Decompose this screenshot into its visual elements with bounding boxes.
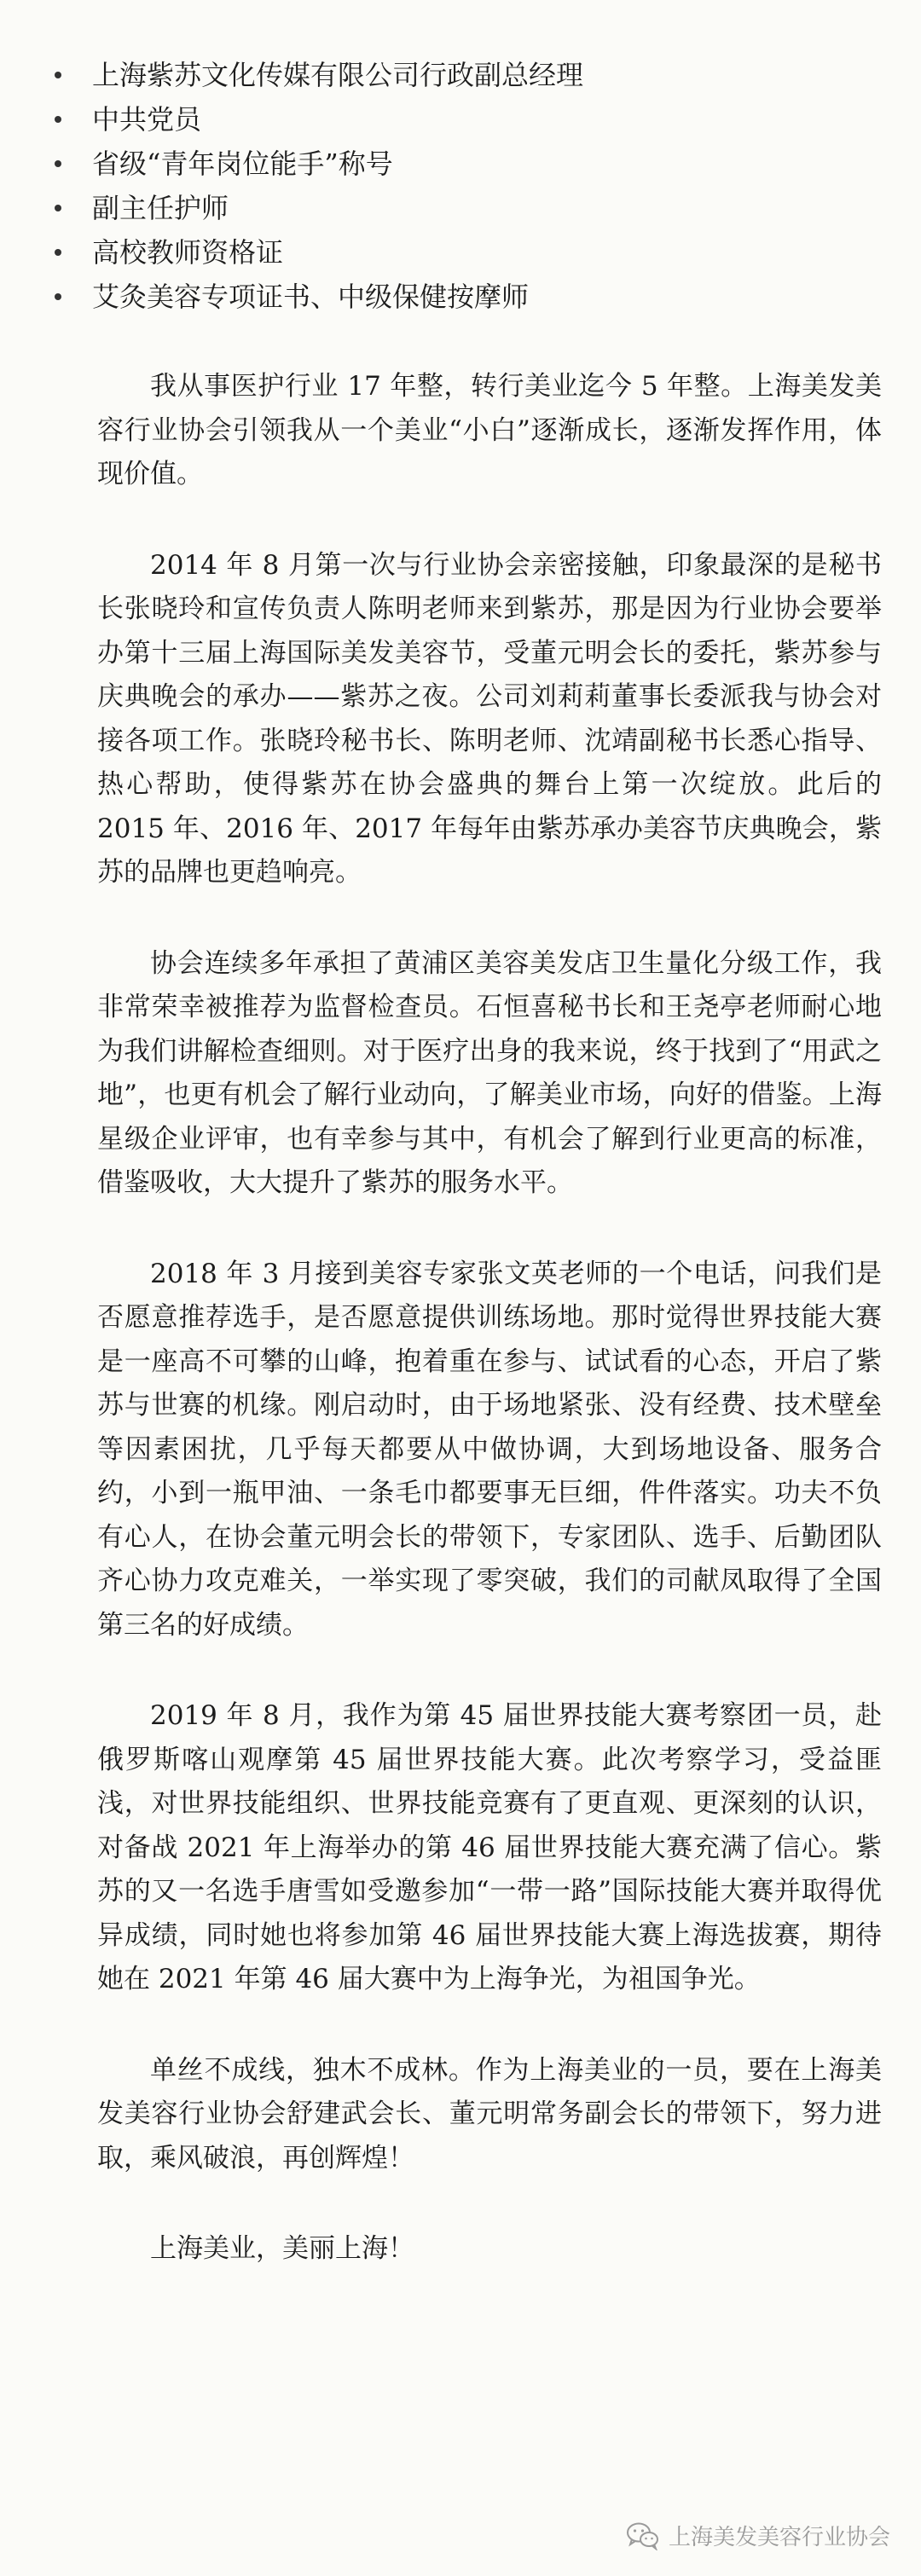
wechat-icon (626, 2521, 660, 2550)
paragraph-inspection: 协会连续多年承担了黄浦区美容美发店卫生量化分级工作，我非常荣幸被推荐为监督检查员。石恒喜秘书长和王尧亭老师耐心地为我们讲解检查细则。对于医疗出身的我来说，终于找到了“用武之地”，也更有机会了解行业动向，了解美业市场，向好的借鉴。上海星级企业评审，也有幸参与其中，有机会了解到行业更高的标准，借鉴吸收，大大提升了紫苏的服务水平。 (97, 947, 882, 1198)
bullet-dot-icon (55, 116, 61, 123)
credential-text: 中共党员 (92, 103, 202, 136)
paragraph-2018: 2018 年 3 月接到美容专家张文英老师的一个电话，问我们是否愿意推荐选手，是否愿意提供训练场地。那时觉得世界技能大赛是一座高不可攀的山峰，抱着重在参与、试试看的心态，开启了紫苏与世赛的机缘。刚启动时，由于场地紧张、没有经费、技术壁垒等因素困扰，几乎每天都要从中做协调，大到场地设备、服务合约，小到一瓶甲油、一条毛巾都要事无巨细，件件落实。功夫不负有心人，在协会董元明会长的带领下，专家团队、选手、后勤团队齐心协力攻克难关，一举实现了零突破，我们的司献凤取得了全国第三名的好成绩。 (97, 1258, 882, 1641)
paragraph-intro: 我从事医护行业 17 年整，转行美业迄今 5 年整。上海美发美容行业协会引领我从一个美业“小白”逐渐成长，逐渐发挥作用，体现价值。 (97, 371, 882, 489)
article-body (97, 365, 882, 2272)
credential-item (48, 142, 866, 186)
paragraph-2019: 2019 年 8 月，我作为第 45 届世界技能大赛考察团一员，赴俄罗斯喀山观摩第 45 届世界技能大赛。此次考察学习，受益匪浅，对世界技能组织、世界技能竞赛有了更直观、更深刻的认识，对备战 2021 年上海举办的第 46 届世界技能大赛充满了信心。紫苏的又一名选手唐雪如受邀参加“一带一路”国际技能大赛并取得优异成绩，同时她也将参加第 46 届世界技能大赛上海选拔赛，期待她在 2021 年第 46 届大赛中为上海争光，为祖国争光。 (97, 1700, 882, 1994)
watermark-text: 上海美发美容行业协会 (668, 2525, 890, 2550)
credential-text: 艾灸美容专项证书、中级保健按摩师 (92, 281, 530, 313)
paragraph-closing: 上海美业，美丽上海！ (150, 2233, 414, 2264)
bullet-dot-icon (55, 160, 61, 167)
credential-text: 副主任护师 (92, 192, 229, 224)
bullet-dot-icon (55, 249, 61, 256)
bullet-dot-icon (55, 293, 61, 300)
paragraph-conclusion: 单丝不成线，独木不成林。作为上海美业的一员，要在上海美发美容行业协会舒建武会长、董元明常务副会长的带领下，努力进取，乘风破浪，再创辉煌！ (97, 2054, 882, 2174)
watermark (626, 2520, 890, 2551)
credential-item (48, 186, 866, 230)
credential-item (48, 97, 866, 142)
credential-text: 省级“青年岗位能手”称号 (92, 148, 393, 180)
paragraph-2014: 2014 年 8 月第一次与行业协会亲密接触，印象最深的是秘书长张晓玲和宣传负责人陈明老师来到紫苏，那是因为行业协会要举办第十三届上海国际美发美容节，受董元明会长的委托，紫苏参与庆典晚会的承办——紫苏之夜。公司刘莉莉董事长委派我与协会对接各项工作。张晓玲秘书长、陈明老师、沈靖副秘书长悉心指导、热心帮助，使得紫苏在协会盛典的舞台上第一次绽放。此后的 2015 年、2016 年、2017 年每年由紫苏承办美容节庆典晚会，紫苏的品牌也更趋响亮。 (97, 549, 882, 888)
credential-item (48, 53, 866, 97)
credential-text: 上海紫苏文化传媒有限公司行政副总经理 (92, 59, 584, 91)
credential-text: 高校教师资格证 (92, 236, 284, 269)
credential-item (48, 275, 866, 319)
bullet-dot-icon (55, 72, 61, 78)
bullet-dot-icon (55, 205, 61, 211)
credentials-list (48, 53, 866, 319)
credential-item (48, 230, 866, 275)
